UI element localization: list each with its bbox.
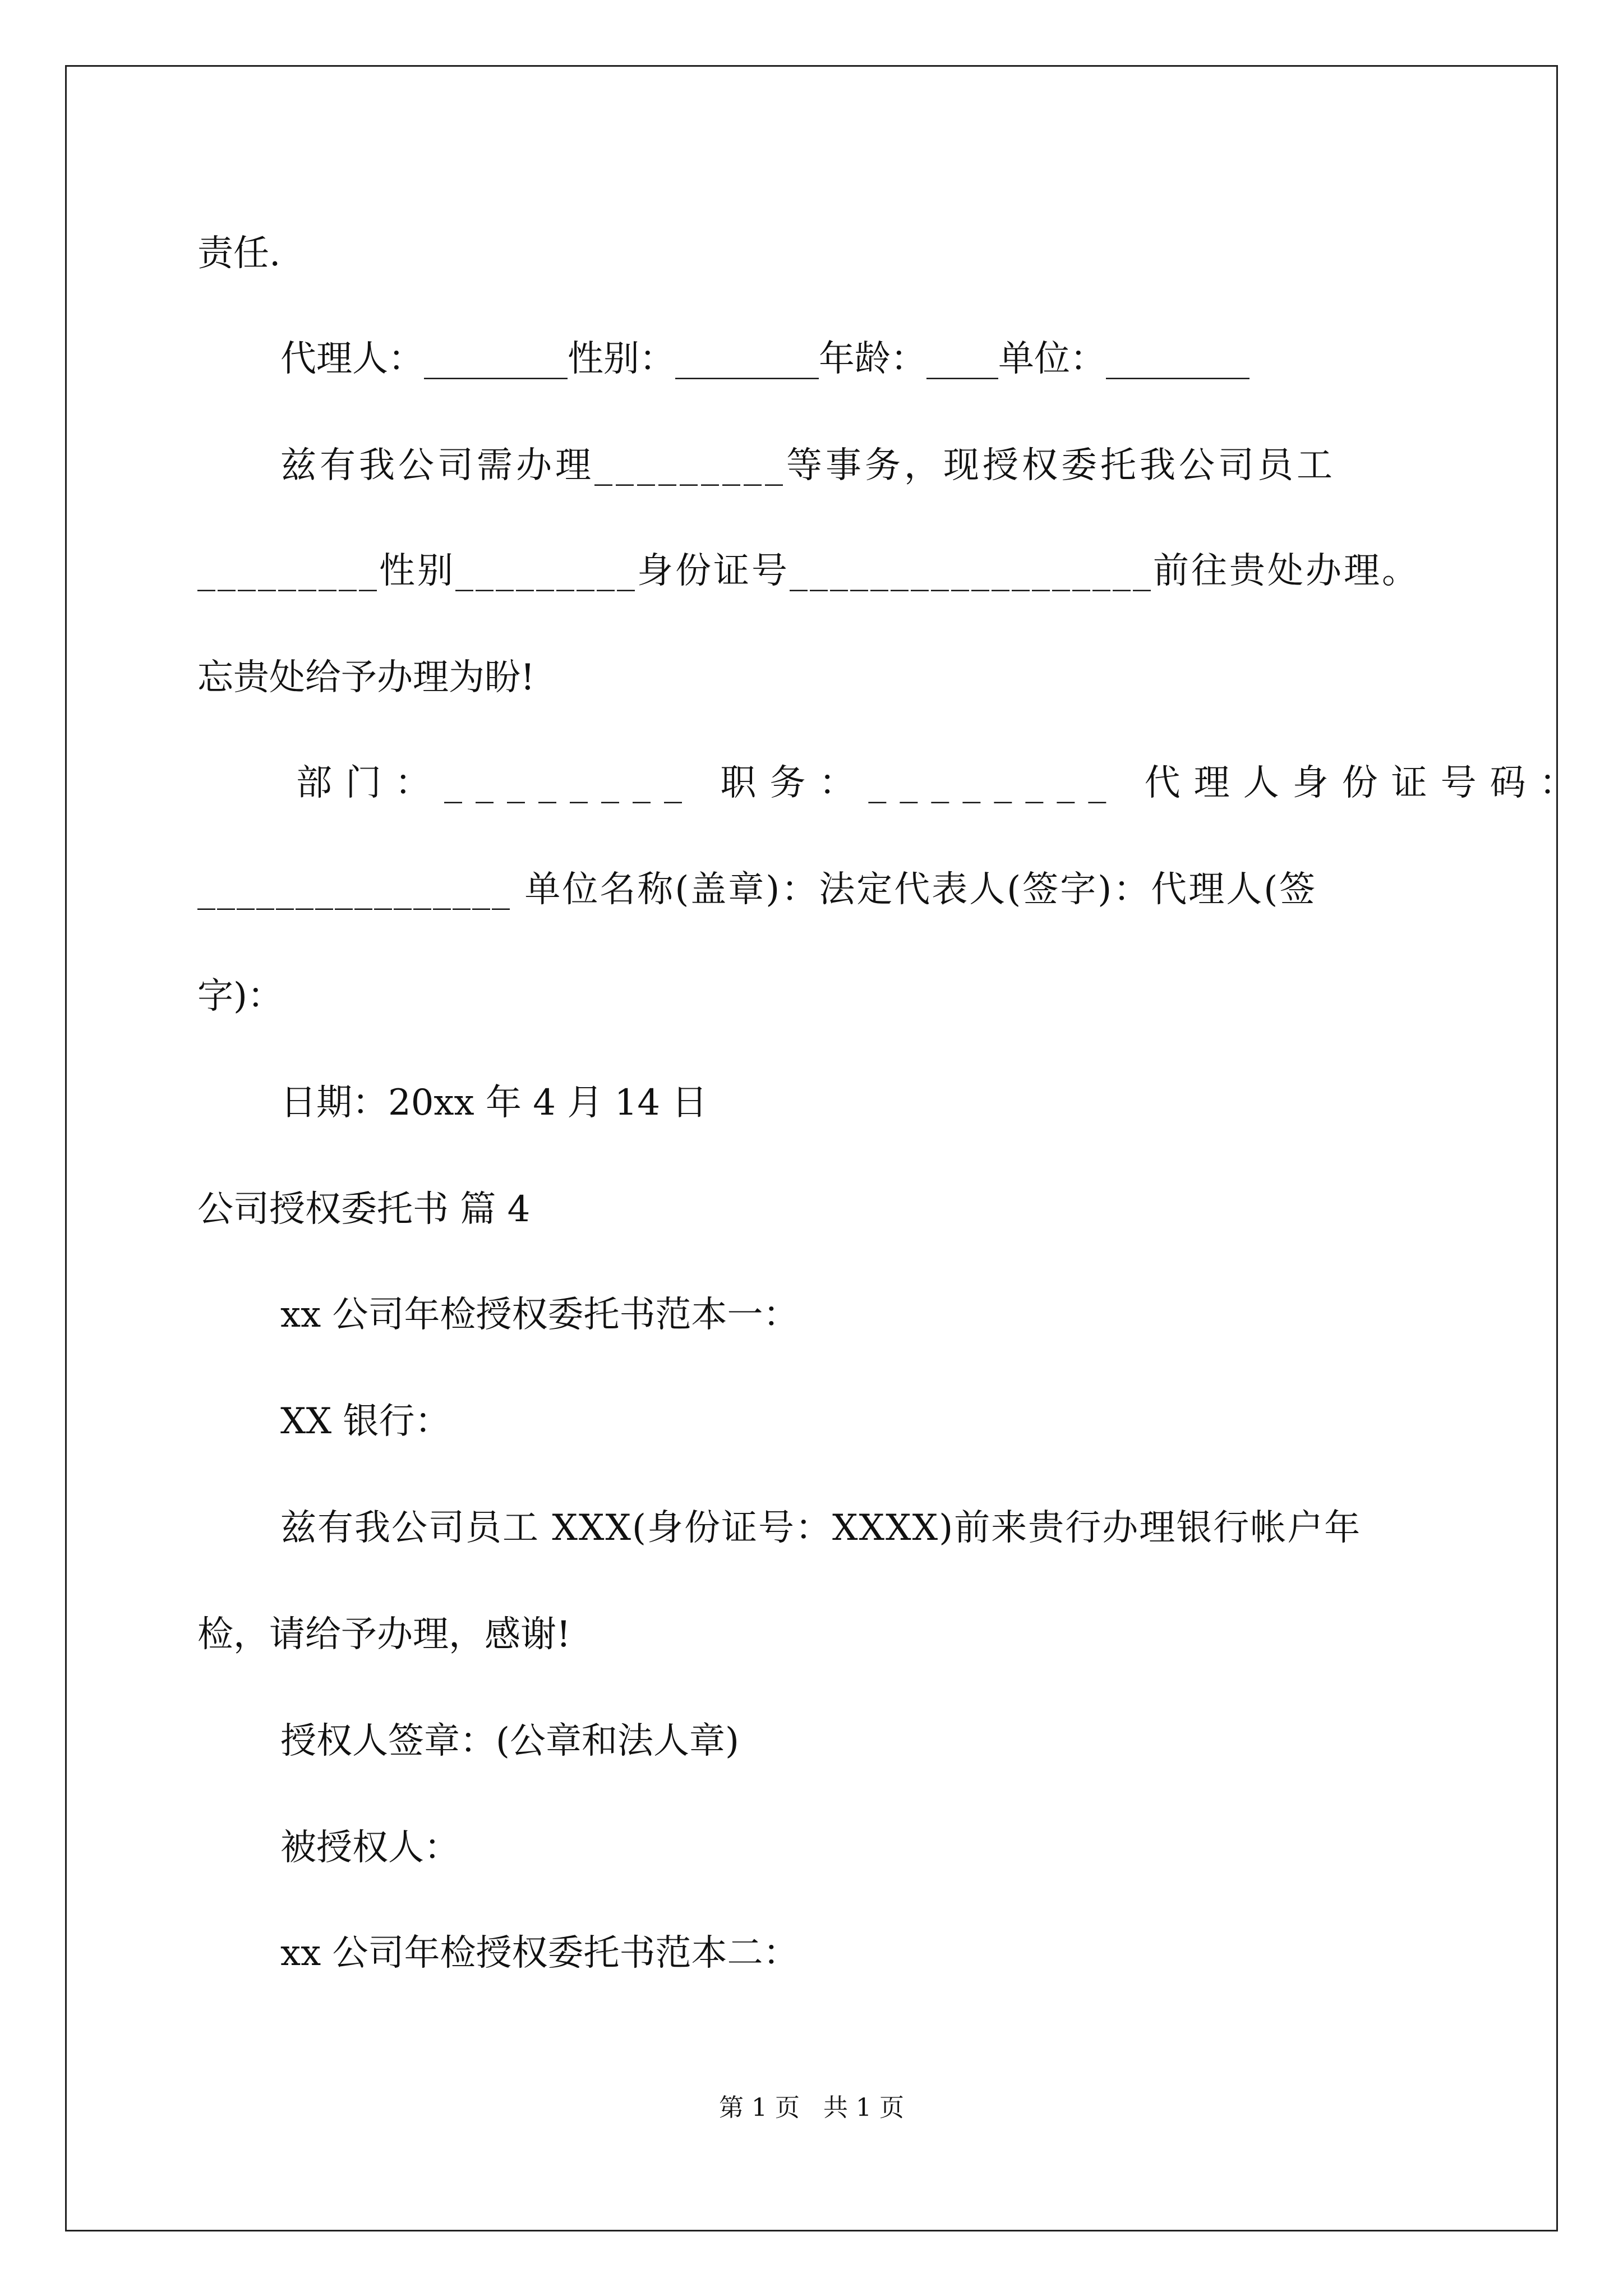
text-line-1: 责任.: [197, 233, 281, 274]
text-line-5: 忘贵处给予办理为盼!: [197, 657, 535, 698]
text-line-13: 兹有我公司员工 XXX(身份证号：XXXX)前来贵行办理银行帐户年: [280, 1507, 1362, 1549]
sample-two-title: xx 公司年检授权委托书范本二：: [280, 1932, 799, 1974]
authorized-person: 被授权人：: [280, 1827, 460, 1869]
text-line-3: 兹有我公司需办理_________等事务，现授权委托我公司员工: [280, 445, 1336, 486]
date-line: 日期：20xx 年 4 月 14 日: [280, 1082, 708, 1124]
sample-one-title: xx 公司年检授权委托书范本一：: [280, 1294, 799, 1336]
text-line-8: 字)：: [197, 976, 283, 1017]
page-footer: 第 1 页 共 1 页: [719, 2093, 904, 2122]
signature-line: ________________ 单位名称(盖章)：法定代表人(签字)：代理人(签: [197, 869, 1317, 910]
department-line: 部门：________ 职务：________ 代理人身份证号码：: [296, 762, 1589, 804]
section-heading: 公司授权委托书 篇 4: [197, 1189, 531, 1230]
agent-info-line: 代理人：________性别：________年龄：____单位：________: [280, 338, 1249, 380]
text-line-4: _________性别_________身份证号__________________前往贵处办理。: [197, 550, 1420, 592]
page-frame: [65, 65, 1558, 2231]
authorizer-signature: 授权人签章：(公章和法人章): [280, 1720, 739, 1762]
text-line-14: 检，请给予办理，感谢!: [197, 1614, 571, 1655]
bank-salutation: XX 银行：: [280, 1401, 451, 1442]
